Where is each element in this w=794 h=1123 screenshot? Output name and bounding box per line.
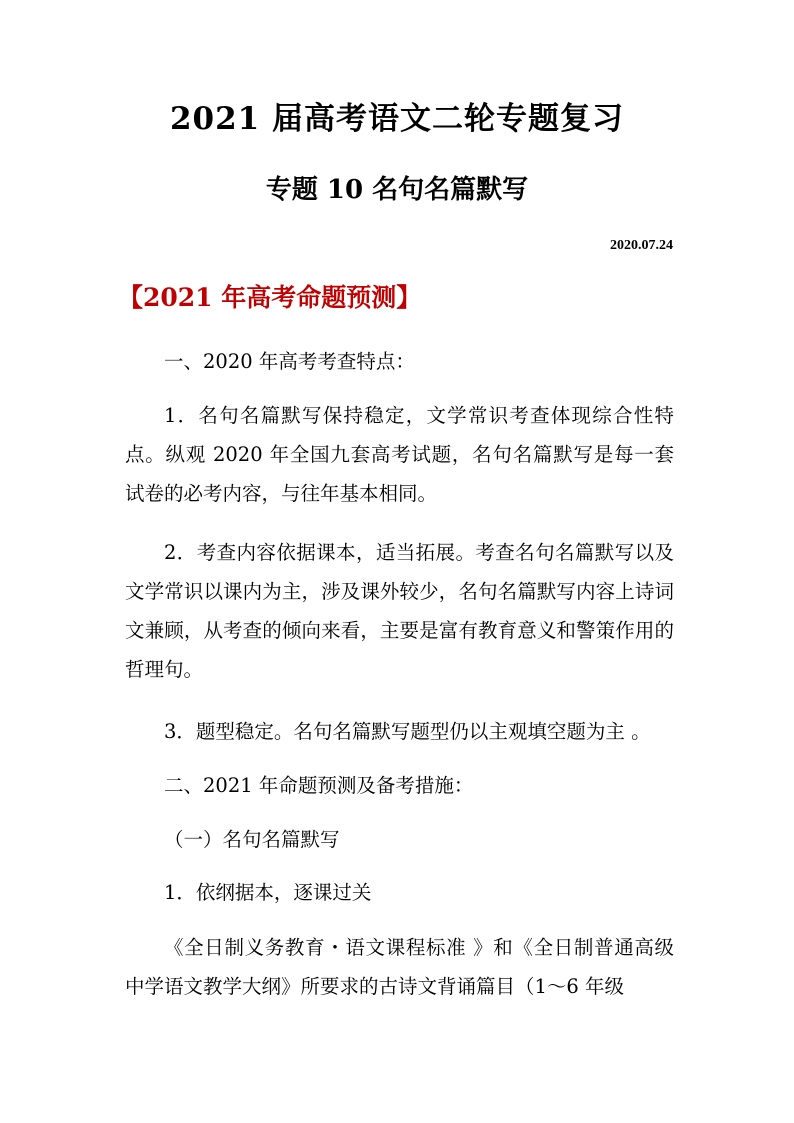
paragraph-prediction-heading: 二、2021 年命题预测及备考措施： [164, 774, 474, 797]
section-heading: 【2021 年高考命题预测】 [118, 283, 422, 312]
document-title: 2021 届高考语文二轮专题复习 [169, 101, 625, 137]
paragraph-item-1: 1．依纲据本，逐课过关 [164, 881, 372, 904]
paragraph-point-2: 2．考查内容依据课本，适当拓展。考查名句名篇默写以及文学常识以课内为主，涉及课外较少，名句名篇默写内容上诗词文兼顾，从考查的倾向来看，主要是富有教育意义和警策作用的哲理句。 [125, 541, 674, 681]
paragraph-point-1: 1．名句名篇默写保持稳定，文学常识考查体现综合性特点。纵观 2020 年全国九套高考试题，名句名篇默写是每一套试卷的必考内容，与往年基本相同。 [125, 404, 674, 505]
document-subtitle: 专题 10 名句名篇默写 [265, 175, 529, 205]
paragraph-exam-features-heading: 一、2020 年高考考查特点： [164, 350, 415, 373]
document-date: 2020.07.24 [610, 238, 673, 253]
paragraph-curriculum: 《全日制义务教育・语文课程标准 》和《全日制普通高级中学语文教学大纲》所要求的古诗文背诵篇目（1～6 年级 [125, 936, 674, 998]
paragraph-point-3: 3．题型稳定。名句名篇默写题型仍以主观填空题为主 。 [164, 720, 651, 743]
paragraph-subsection-1: （一）名句名篇默写 [164, 828, 340, 851]
